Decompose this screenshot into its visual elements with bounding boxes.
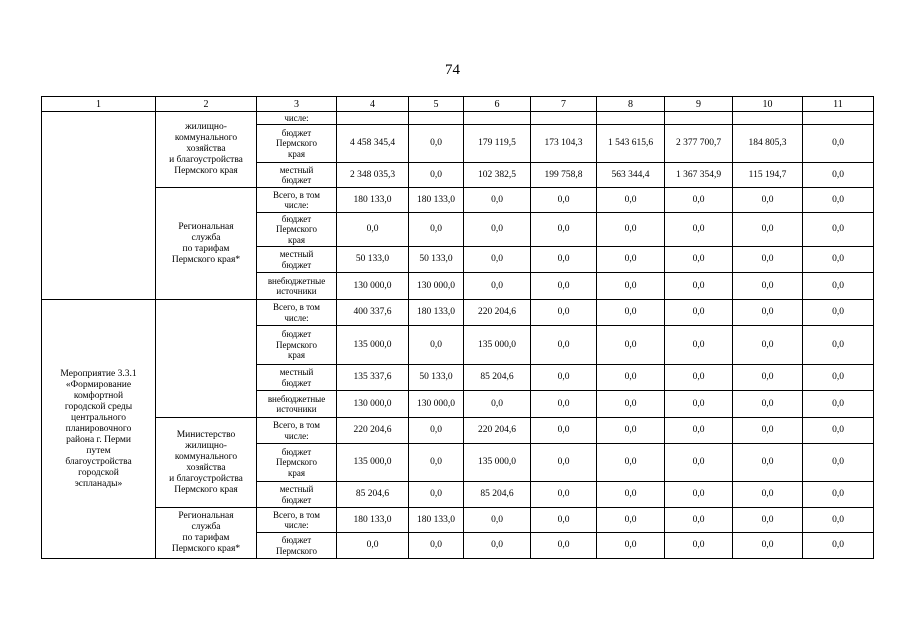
value-cell: 0,0 bbox=[597, 391, 665, 418]
value-cell: 50 133,0 bbox=[409, 365, 464, 391]
executor-regional-service-b: Региональная служба по тарифам Пермского края* bbox=[156, 508, 257, 559]
measure-cell-continued bbox=[42, 112, 156, 300]
value-cell: 4 458 345,4 bbox=[337, 125, 409, 163]
value-cell: 0,0 bbox=[733, 365, 803, 391]
header-cell: 9 bbox=[665, 97, 733, 112]
header-cell: 6 bbox=[464, 97, 531, 112]
value-cell: 2 377 700,7 bbox=[665, 125, 733, 163]
value-cell: 85 204,6 bbox=[464, 365, 531, 391]
value-cell: 0,0 bbox=[531, 326, 597, 365]
value-cell: 0,0 bbox=[733, 533, 803, 559]
value-cell: 0,0 bbox=[531, 482, 597, 508]
value-cell: 0,0 bbox=[464, 273, 531, 300]
value-cell: 115 194,7 bbox=[733, 163, 803, 188]
value-cell: 0,0 bbox=[409, 482, 464, 508]
funding-source-cell: бюджет Пермского края bbox=[257, 326, 337, 365]
value-cell: 0,0 bbox=[464, 533, 531, 559]
value-cell: 0,0 bbox=[409, 326, 464, 365]
funding-source-cell: местный бюджет bbox=[257, 482, 337, 508]
value-cell: 135 000,0 bbox=[464, 326, 531, 365]
executor-regional-service: Региональная служба по тарифам Пермского края* bbox=[156, 188, 257, 300]
value-cell: 0,0 bbox=[409, 533, 464, 559]
funding-source-cell: местный бюджет bbox=[257, 365, 337, 391]
value-cell: 184 805,3 bbox=[733, 125, 803, 163]
value-cell: 0,0 bbox=[665, 247, 733, 273]
value-cell: 180 133,0 bbox=[409, 300, 464, 326]
value-cell: 0,0 bbox=[665, 418, 733, 444]
value-cell: 0,0 bbox=[665, 213, 733, 247]
value-cell: 0,0 bbox=[733, 391, 803, 418]
header-cell: 1 bbox=[42, 97, 156, 112]
header-cell: 8 bbox=[597, 97, 665, 112]
value-cell: 130 000,0 bbox=[337, 391, 409, 418]
value-cell: 0,0 bbox=[597, 365, 665, 391]
value-cell: 0,0 bbox=[597, 247, 665, 273]
executor-ministry: Министерство жилищно- коммунального хозяйства и благоустройства Пермского края bbox=[156, 418, 257, 508]
value-cell: 0,0 bbox=[803, 125, 874, 163]
value-cell: 0,0 bbox=[531, 533, 597, 559]
value-cell bbox=[409, 112, 464, 125]
value-cell: 0,0 bbox=[409, 125, 464, 163]
value-cell bbox=[464, 112, 531, 125]
value-cell: 0,0 bbox=[597, 444, 665, 482]
value-cell: 85 204,6 bbox=[337, 482, 409, 508]
executor-ministry-cont: жилищно- коммунального хозяйства и благоустройства Пермского края bbox=[156, 112, 257, 188]
table-row bbox=[42, 418, 874, 444]
value-cell: 0,0 bbox=[803, 482, 874, 508]
value-cell: 0,0 bbox=[531, 300, 597, 326]
value-cell: 0,0 bbox=[733, 326, 803, 365]
value-cell: 135 000,0 bbox=[337, 326, 409, 365]
value-cell: 0,0 bbox=[665, 365, 733, 391]
funding-source-cell: Всего, в том числе: bbox=[257, 300, 337, 326]
value-cell: 0,0 bbox=[597, 508, 665, 533]
value-cell: 0,0 bbox=[803, 391, 874, 418]
value-cell: 135 000,0 bbox=[337, 444, 409, 482]
funding-source-cell: бюджет Пермского края bbox=[257, 213, 337, 247]
value-cell: 220 204,6 bbox=[464, 300, 531, 326]
value-cell bbox=[733, 112, 803, 125]
value-cell: 135 337,6 bbox=[337, 365, 409, 391]
table-row bbox=[42, 508, 874, 533]
value-cell bbox=[531, 112, 597, 125]
value-cell: 0,0 bbox=[733, 444, 803, 482]
value-cell: 0,0 bbox=[597, 300, 665, 326]
value-cell: 85 204,6 bbox=[464, 482, 531, 508]
value-cell: 50 133,0 bbox=[409, 247, 464, 273]
value-cell: 180 133,0 bbox=[337, 188, 409, 213]
value-cell: 180 133,0 bbox=[409, 188, 464, 213]
value-cell: 130 000,0 bbox=[409, 273, 464, 300]
page-number: 74 bbox=[445, 62, 460, 78]
value-cell: 130 000,0 bbox=[337, 273, 409, 300]
value-cell: 0,0 bbox=[733, 213, 803, 247]
value-cell: 0,0 bbox=[409, 444, 464, 482]
value-cell: 0,0 bbox=[337, 213, 409, 247]
header-cell: 4 bbox=[337, 97, 409, 112]
value-cell: 0,0 bbox=[665, 326, 733, 365]
value-cell: 130 000,0 bbox=[409, 391, 464, 418]
value-cell: 50 133,0 bbox=[337, 247, 409, 273]
value-cell: 180 133,0 bbox=[409, 508, 464, 533]
funding-source-cell: Всего, в том числе: bbox=[257, 418, 337, 444]
value-cell: 0,0 bbox=[409, 163, 464, 188]
value-cell: 0,0 bbox=[803, 273, 874, 300]
value-cell bbox=[597, 112, 665, 125]
header-cell: 5 bbox=[409, 97, 464, 112]
funding-source-cell: бюджет Пермского края bbox=[257, 125, 337, 163]
value-cell: 220 204,6 bbox=[464, 418, 531, 444]
value-cell: 0,0 bbox=[464, 188, 531, 213]
value-cell: 0,0 bbox=[464, 247, 531, 273]
value-cell: 0,0 bbox=[803, 247, 874, 273]
value-cell: 563 344,4 bbox=[597, 163, 665, 188]
value-cell: 1 367 354,9 bbox=[665, 163, 733, 188]
value-cell: 179 119,5 bbox=[464, 125, 531, 163]
header-cell: 10 bbox=[733, 97, 803, 112]
value-cell: 0,0 bbox=[531, 418, 597, 444]
value-cell: 0,0 bbox=[803, 508, 874, 533]
value-cell: 0,0 bbox=[733, 482, 803, 508]
executor-empty bbox=[156, 300, 257, 418]
value-cell: 0,0 bbox=[665, 391, 733, 418]
funding-source-cell: бюджет Пермского bbox=[257, 533, 337, 559]
table-row bbox=[42, 112, 874, 125]
value-cell: 180 133,0 bbox=[337, 508, 409, 533]
value-cell: 0,0 bbox=[464, 508, 531, 533]
value-cell: 0,0 bbox=[597, 418, 665, 444]
value-cell: 0,0 bbox=[803, 444, 874, 482]
value-cell: 0,0 bbox=[531, 391, 597, 418]
value-cell: 0,0 bbox=[531, 365, 597, 391]
value-cell: 0,0 bbox=[597, 482, 665, 508]
value-cell: 0,0 bbox=[665, 444, 733, 482]
value-cell: 0,0 bbox=[531, 444, 597, 482]
value-cell bbox=[665, 112, 733, 125]
value-cell: 400 337,6 bbox=[337, 300, 409, 326]
value-cell: 0,0 bbox=[531, 247, 597, 273]
value-cell: 0,0 bbox=[464, 391, 531, 418]
value-cell: 0,0 bbox=[803, 163, 874, 188]
value-cell: 0,0 bbox=[665, 188, 733, 213]
value-cell: 0,0 bbox=[409, 213, 464, 247]
value-cell: 0,0 bbox=[733, 273, 803, 300]
value-cell: 135 000,0 bbox=[464, 444, 531, 482]
value-cell: 0,0 bbox=[803, 533, 874, 559]
value-cell: 0,0 bbox=[733, 300, 803, 326]
header-cell: 7 bbox=[531, 97, 597, 112]
header-cell: 11 bbox=[803, 97, 874, 112]
value-cell: 0,0 bbox=[803, 213, 874, 247]
value-cell: 0,0 bbox=[597, 273, 665, 300]
funding-source-cell: числе: bbox=[257, 112, 337, 125]
value-cell: 0,0 bbox=[733, 247, 803, 273]
value-cell: 0,0 bbox=[665, 300, 733, 326]
table-row bbox=[42, 188, 874, 213]
table-row bbox=[42, 300, 874, 326]
header-cell: 2 bbox=[156, 97, 257, 112]
value-cell: 0,0 bbox=[803, 326, 874, 365]
funding-source-cell: местный бюджет bbox=[257, 163, 337, 188]
value-cell: 0,0 bbox=[733, 508, 803, 533]
value-cell: 102 382,5 bbox=[464, 163, 531, 188]
value-cell: 0,0 bbox=[803, 300, 874, 326]
value-cell: 0,0 bbox=[531, 188, 597, 213]
value-cell: 0,0 bbox=[803, 418, 874, 444]
value-cell bbox=[803, 112, 874, 125]
value-cell: 0,0 bbox=[597, 326, 665, 365]
value-cell: 0,0 bbox=[597, 533, 665, 559]
funding-source-cell: внебюджетные источники bbox=[257, 273, 337, 300]
value-cell: 0,0 bbox=[409, 418, 464, 444]
funding-source-cell: Всего, в том числе: bbox=[257, 188, 337, 213]
funding-source-cell: бюджет Пермского края bbox=[257, 444, 337, 482]
value-cell: 0,0 bbox=[531, 508, 597, 533]
value-cell: 0,0 bbox=[665, 482, 733, 508]
value-cell: 0,0 bbox=[733, 418, 803, 444]
value-cell: 0,0 bbox=[597, 213, 665, 247]
value-cell: 0,0 bbox=[665, 508, 733, 533]
funding-source-cell: местный бюджет bbox=[257, 247, 337, 273]
value-cell: 0,0 bbox=[665, 533, 733, 559]
value-cell: 0,0 bbox=[803, 365, 874, 391]
funding-source-cell: Всего, в том числе: bbox=[257, 508, 337, 533]
value-cell: 220 204,6 bbox=[337, 418, 409, 444]
value-cell bbox=[337, 112, 409, 125]
value-cell: 0,0 bbox=[597, 188, 665, 213]
value-cell: 199 758,8 bbox=[531, 163, 597, 188]
value-cell: 1 543 615,6 bbox=[597, 125, 665, 163]
measure-label: Мероприятие 3.3.1 «Формирование комфортной городской среды центрального планировочного района г. Перми путем благоустройства городской эспланады» bbox=[42, 300, 156, 559]
value-cell: 0,0 bbox=[733, 188, 803, 213]
header-row bbox=[42, 97, 874, 112]
value-cell: 0,0 bbox=[665, 273, 733, 300]
value-cell: 0,0 bbox=[803, 188, 874, 213]
funding-source-cell: внебюджетные источники bbox=[257, 391, 337, 418]
value-cell: 173 104,3 bbox=[531, 125, 597, 163]
value-cell: 0,0 bbox=[337, 533, 409, 559]
value-cell: 0,0 bbox=[531, 213, 597, 247]
value-cell: 0,0 bbox=[531, 273, 597, 300]
value-cell: 2 348 035,3 bbox=[337, 163, 409, 188]
header-cell: 3 bbox=[257, 97, 337, 112]
budget-table bbox=[41, 96, 874, 559]
value-cell: 0,0 bbox=[464, 213, 531, 247]
